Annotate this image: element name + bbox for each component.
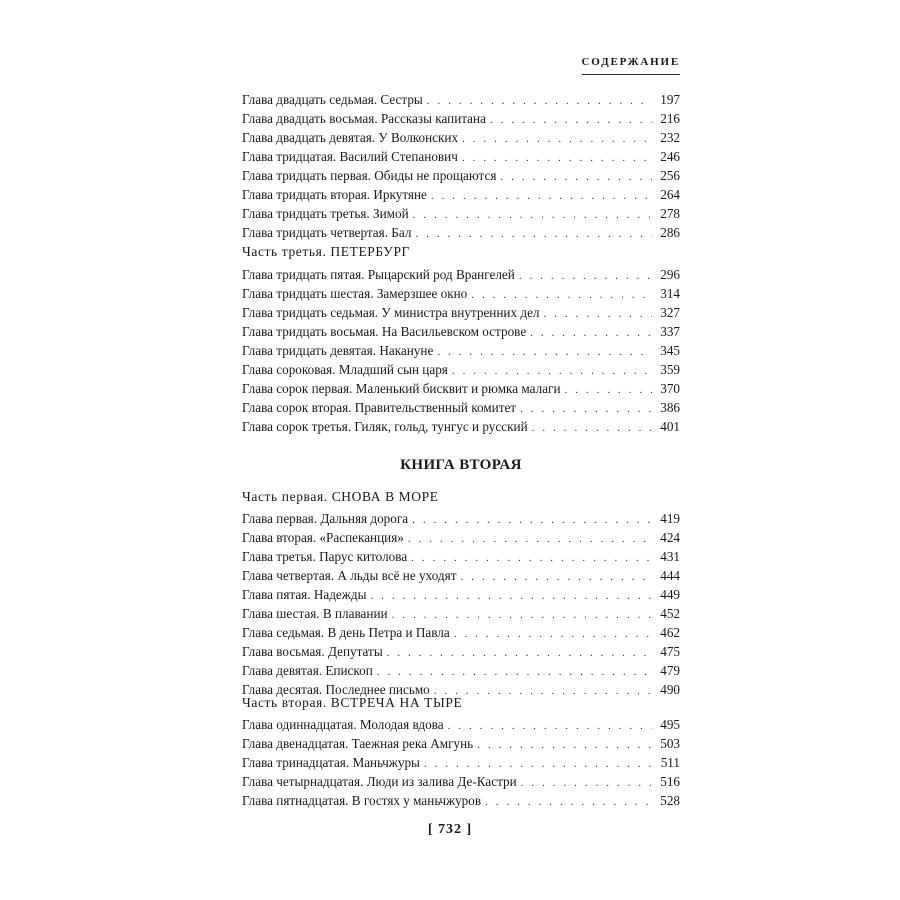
chapter-title: Глава тридцать вторая. Иркутяне	[242, 187, 427, 202]
dot-leader	[530, 324, 652, 343]
dot-leader	[460, 568, 652, 587]
toc-entry	[242, 185, 680, 204]
header-title: СОДЕРЖАНИЕ	[582, 56, 680, 75]
page-ref: 337	[660, 324, 680, 339]
chapter-title: Глава седьмая. В день Петра и Павла	[242, 625, 450, 640]
dot-leader	[519, 267, 652, 286]
chapter-title: Глава двадцать девятая. У Волконских	[242, 130, 459, 145]
dot-leader	[565, 381, 652, 400]
chapter-title: Глава тридцать девятая. Накануне	[242, 343, 434, 358]
dot-leader	[520, 400, 652, 419]
dot-leader	[431, 187, 652, 206]
page-ref: 264	[660, 187, 680, 202]
dot-leader	[408, 530, 652, 549]
page-ref: 424	[660, 530, 680, 545]
dot-leader	[454, 625, 652, 644]
page-ref: 452	[660, 606, 680, 621]
page-ref: 401	[660, 419, 680, 434]
dot-leader	[521, 774, 652, 793]
chapter-title: Глава шестая. В плавании	[242, 606, 388, 621]
chapter-title: Глава двенадцатая. Таежная река Амгунь	[242, 736, 474, 751]
chapter-title: Глава девятая. Епископ	[242, 663, 373, 678]
page-ref: 216	[660, 111, 680, 126]
toc-entry	[242, 734, 680, 753]
chapter-title: Глава тридцать третья. Зимой	[242, 206, 409, 221]
chapter-title: Глава сорок вторая. Правительственный комитет	[242, 400, 517, 415]
toc-entry	[242, 715, 680, 734]
toc-entry	[242, 604, 680, 623]
dot-leader	[532, 419, 652, 438]
part-heading: Часть третья. ПЕТЕРБУРГ	[242, 244, 410, 259]
dot-leader	[500, 168, 652, 187]
dot-leader	[448, 717, 652, 736]
chapter-title: Глава тридцать пятая. Рыцарский род Врангелей	[242, 267, 515, 282]
dot-leader	[477, 736, 652, 755]
page-ref: 419	[660, 511, 680, 526]
chapter-title: Глава тридцать первая. Обиды не прощаются	[242, 168, 497, 183]
dot-leader	[387, 644, 652, 663]
toc-entry	[242, 204, 680, 223]
page-ref: 278	[660, 206, 680, 221]
toc-entry	[242, 379, 680, 398]
toc-entry	[242, 585, 680, 604]
toc-entry	[242, 528, 680, 547]
chapter-title: Глава одиннадцатая. Молодая вдова	[242, 717, 444, 732]
dot-leader	[412, 511, 652, 530]
running-header	[242, 52, 680, 75]
toc-entry	[242, 509, 680, 528]
toc-entry	[242, 642, 680, 661]
page-ref: 359	[660, 362, 680, 377]
toc-entry	[242, 341, 680, 360]
chapter-title: Глава тридцать четвертая. Бал	[242, 225, 412, 240]
page-ref: 296	[660, 267, 680, 282]
toc-entry	[242, 417, 680, 436]
page-ref: 314	[660, 286, 680, 301]
chapter-title: Глава тридцать шестая. Замерзшее окно	[242, 286, 468, 301]
dot-leader	[490, 111, 652, 130]
toc-entry	[242, 322, 680, 341]
page-ref: 462	[660, 625, 680, 640]
chapter-title: Глава пятнадцатая. В гостях у маньчжуров	[242, 793, 482, 808]
toc-entry	[242, 128, 680, 147]
toc-entry	[242, 623, 680, 642]
page-ref: 479	[660, 663, 680, 678]
chapter-title: Глава четвертая. А льды всё не уходят	[242, 568, 457, 583]
page-ref: 345	[660, 343, 680, 358]
page-ref: 490	[660, 682, 680, 697]
toc-entry	[242, 109, 680, 128]
page-ref: 246	[660, 149, 680, 164]
toc-entry	[242, 753, 680, 772]
toc-entry	[242, 147, 680, 166]
chapter-title: Глава пятая. Надежды	[242, 587, 367, 602]
toc-entry	[242, 284, 680, 303]
page-ref: 370	[660, 381, 680, 396]
dot-leader	[544, 305, 652, 324]
page-ref: 503	[660, 736, 680, 751]
part-heading: Часть вторая. ВСТРЕЧА НА ТЫРЕ	[242, 695, 463, 710]
chapter-title: Глава двадцать седьмая. Сестры	[242, 92, 423, 107]
page-ref: 449	[660, 587, 680, 602]
page-ref: 431	[660, 549, 680, 564]
chapter-title: Глава тринадцатая. Маньчжуры	[242, 755, 420, 770]
toc-group-1	[242, 90, 680, 242]
chapter-title: Глава тридцать седьмая. У министра внутренних дел	[242, 305, 540, 320]
dot-leader	[485, 793, 652, 812]
dot-leader	[370, 587, 652, 606]
chapter-title: Глава сороковая. Младший сын царя	[242, 362, 448, 377]
toc-entry	[242, 772, 680, 791]
page-ref: 528	[660, 793, 680, 808]
toc-entry	[242, 360, 680, 379]
chapter-title: Глава четырнадцатая. Люди из залива Де-Кастри	[242, 774, 517, 789]
page-ref: 197	[660, 92, 680, 107]
page-ref: 495	[660, 717, 680, 732]
page-ref: 327	[660, 305, 680, 320]
dot-leader	[437, 343, 652, 362]
page-ref: 232	[660, 130, 680, 145]
chapter-title: Глава двадцать восьмая. Рассказы капитана	[242, 111, 486, 126]
chapter-title: Глава вторая. «Распеканция»	[242, 530, 404, 545]
toc-group-4	[242, 715, 680, 810]
toc-entry	[242, 166, 680, 185]
chapter-title: Глава сорок третья. Гиляк, гольд, тунгус и русский	[242, 419, 528, 434]
toc-entry	[242, 303, 680, 322]
chapter-title: Глава тридцатая. Василий Степанович	[242, 149, 458, 164]
chapter-title: Глава первая. Дальняя дорога	[242, 511, 409, 526]
toc-entry	[242, 566, 680, 585]
chapter-title: Глава восьмая. Депутаты	[242, 644, 383, 659]
dot-leader	[413, 206, 652, 225]
chapter-title: Глава сорок первая. Маленький бисквит и рюмка малаги	[242, 381, 561, 396]
page-ref: 286	[660, 225, 680, 240]
page-ref: 511	[660, 755, 680, 770]
page-ref: 516	[660, 774, 680, 789]
dot-leader	[462, 130, 652, 149]
toc-entry	[242, 661, 680, 680]
toc-entry	[242, 547, 680, 566]
book-heading: КНИГА ВТОРАЯ	[400, 457, 522, 473]
toc-entry	[242, 791, 680, 810]
page-ref: 475	[660, 644, 680, 659]
chapter-title: Глава тридцать восьмая. На Васильевском острове	[242, 324, 527, 339]
page-ref: 256	[660, 168, 680, 183]
page-ref: 386	[660, 400, 680, 415]
toc-entry	[242, 223, 680, 242]
toc-group-3	[242, 509, 680, 699]
page-ref: 444	[660, 568, 680, 583]
page-number: [ 732 ]	[427, 822, 473, 837]
toc-group-2	[242, 265, 680, 436]
toc-entry	[242, 90, 680, 109]
chapter-title: Глава десятая. Последнее письмо	[242, 682, 430, 697]
chapter-title: Глава третья. Парус китолова	[242, 549, 408, 564]
toc-entry	[242, 398, 680, 417]
toc-entry	[242, 265, 680, 284]
part-heading: Часть первая. СНОВА В МОРЕ	[242, 489, 439, 504]
